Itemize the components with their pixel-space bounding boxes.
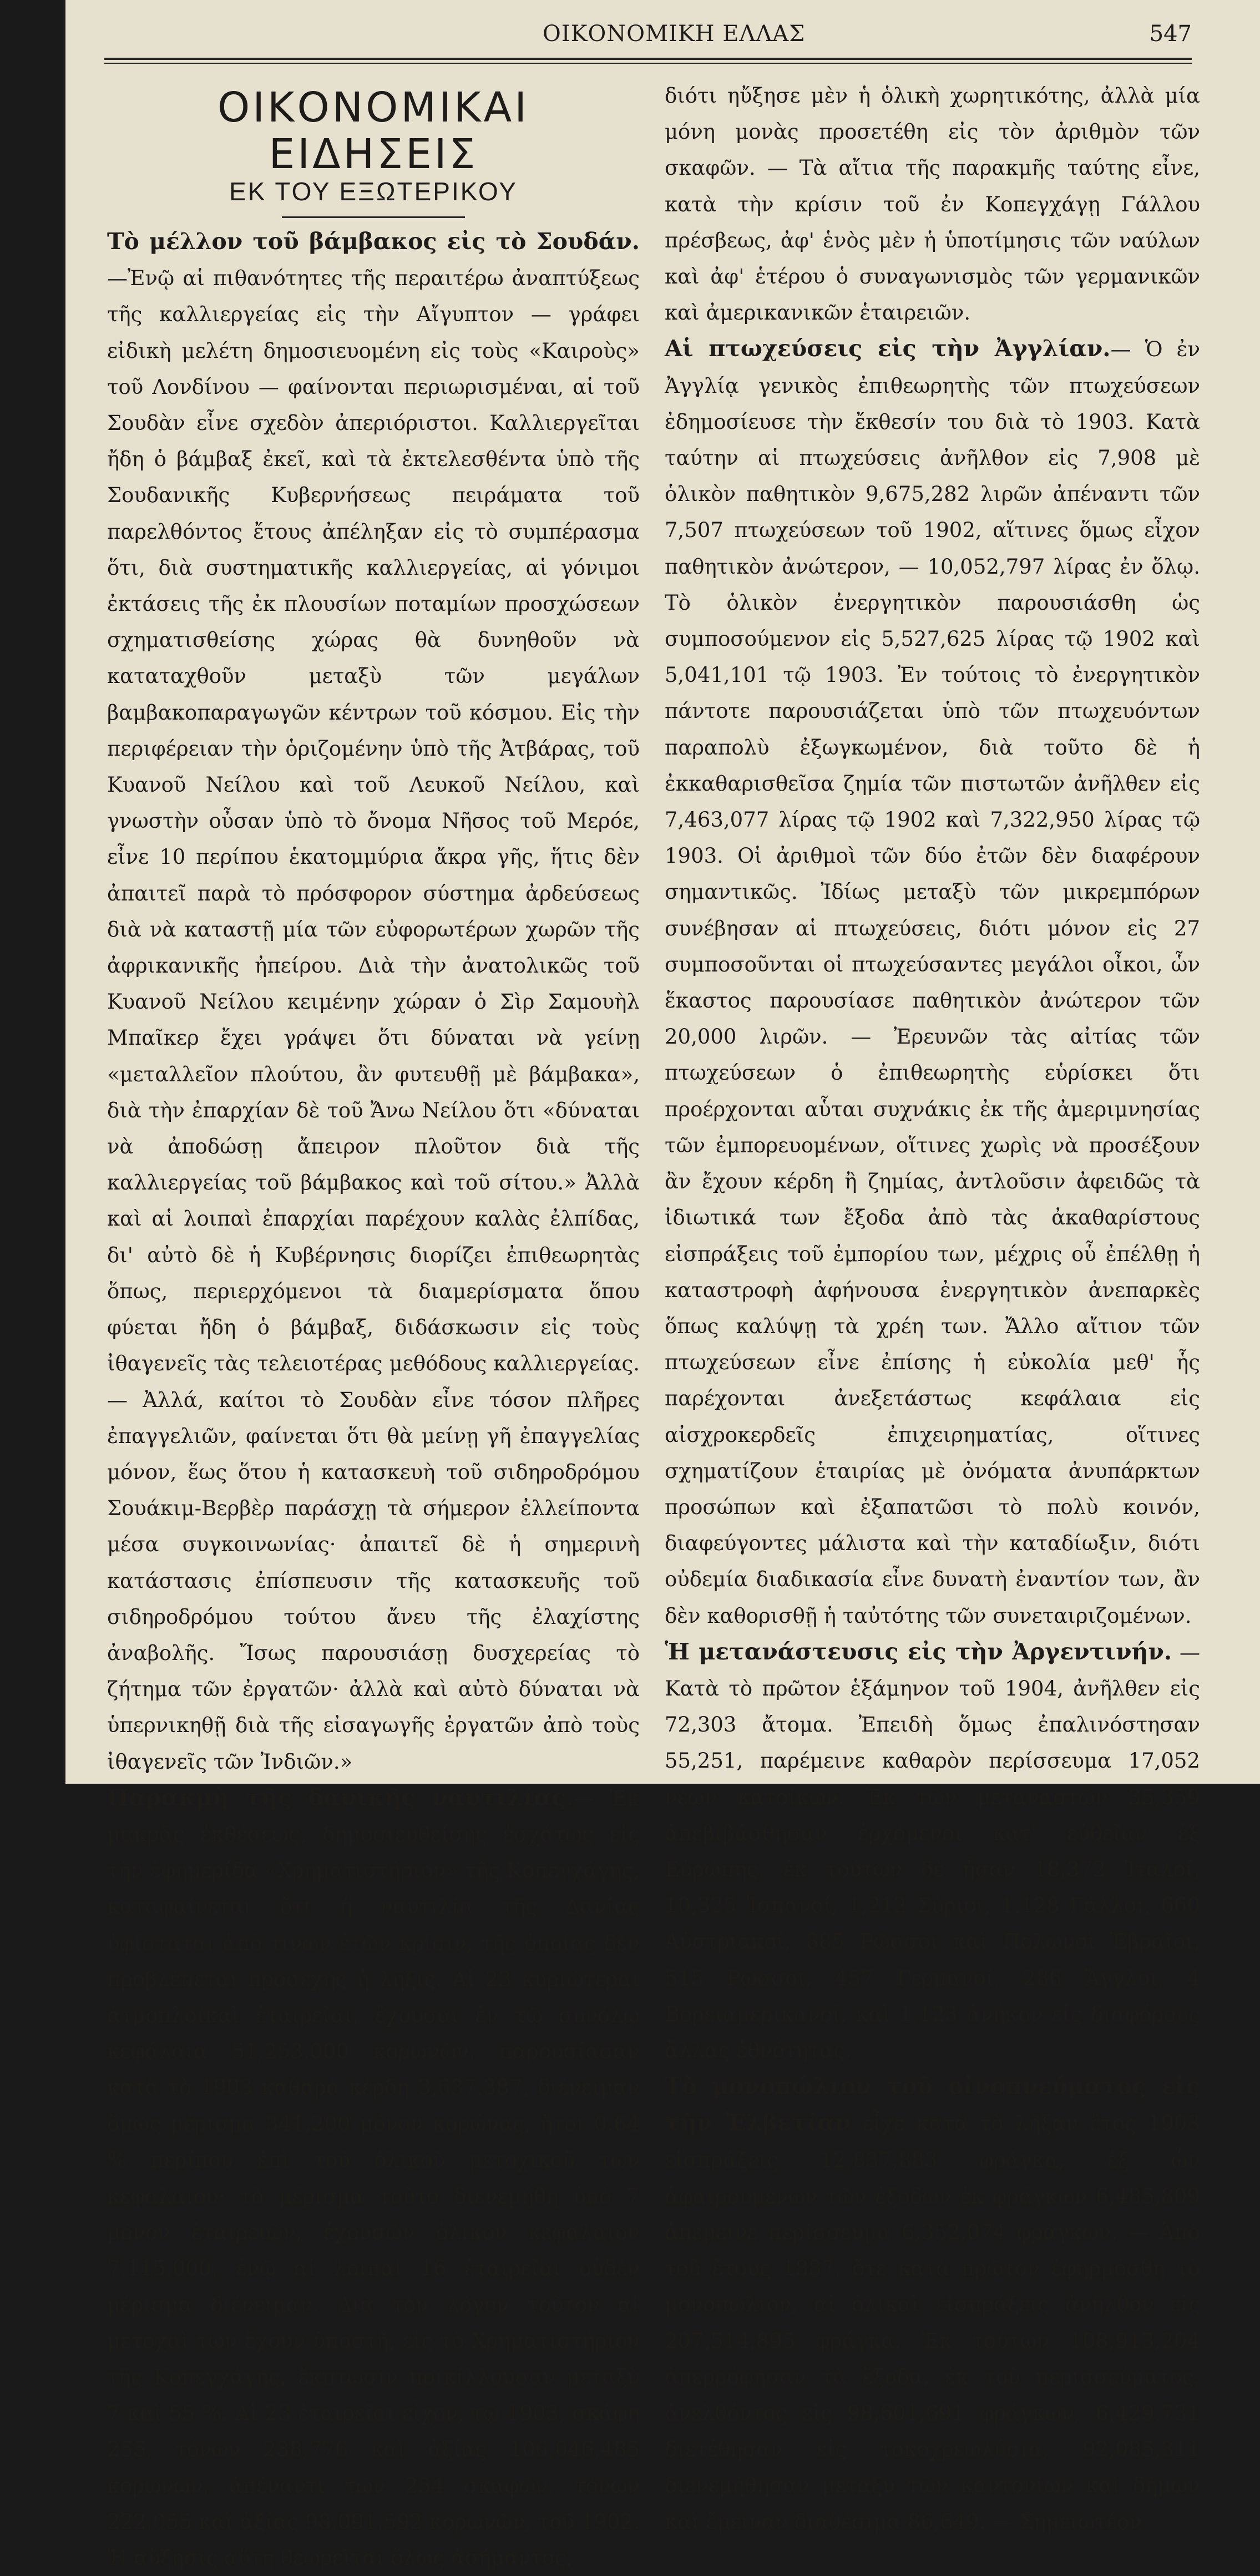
right-column (665, 78, 1200, 2540)
article-alcohol-monopoly-switzerland (665, 2068, 1200, 2540)
newspaper-page (65, 0, 1260, 2570)
article-heading: Ἡ μετανάστευσις εἰς τὴν Ἀργεντινήν. (665, 1638, 1172, 1665)
article-text: — Ὁ ἐν Ἀγγλίᾳ γενικὸς ἐπιθεωρητὴς τῶν πτωχεύσεων ἐδημοσίευσε τὴν ἔκθεσίν του διὰ τὸ 1903. Κατὰ ταύτην αἱ πτωχεύσεις ἀνῆλθον εἰς 7,908 μὲ ὁλικὸν παθητικὸν 9,675,282 λιρῶν ἀπέναντι τῶν 7,507 πτωχεύσεων τοῦ 1902, αἵτινες ὅμως εἶχον παθητικὸν ἀνώτερον, — 10,052,797 λίρας ἐν ὅλῳ. Τὸ ὁλικὸν ἐνεργητικὸν παρουσιάσθη ὡς συμποσούμενον εἰς 5,527,625 λίρας τῷ 1902 καὶ 5,041,101 τῷ 1903. Ἐν τούτοις τὸ ἐνεργητικὸν πάντοτε παρουσιάζεται ὑπὸ τῶν πτωχευόντων παραπολὺ ἐξωγκωμένον, διὰ τοῦτο δὲ ἡ ἐκκαθαρισθεῖσα ζημία τῶν πιστωτῶν ἀνῆλθεν εἰς 7,463,077 λίρας τῷ 1902 καὶ 7,322,950 λίρας τῷ 1903. Οἱ ἀριθμοὶ τῶν δύο ἐτῶν δὲν διαφέρουν σημαντικῶς. Ἰδίως μεταξὺ τῶν μικρεμπόρων συνέβησαν αἱ πτωχεύσεις, διότι μόνον εἰς 27 συμποσοῦνται οἱ πτωχεύσαντες μεγάλοι οἶκοι, ὧν ἕκαστος παρουσίασε παθητικὸν ἀνώτερον τῶν 20,000 λιρῶν. — Ἐρευνῶν τὰς αἰτίας τῶν πτωχεύσεων ὁ ἐπιθεωρητὴς εὑρίσκει ὅτι προέρχονται αὗται συχνάκις ἐκ τῆς ἀμεριμνησίας τῶν ἐμπορευομένων, οἵτινες χωρὶς νὰ προσέξουν ἂν ἔχουν κέρδη ἢ ζημίας, ἀντλοῦσιν ἀφειδῶς τὰ ἰδιωτικά των ἔξοδα ἀπὸ τὰς ἀκαθαρίστους εἰσπράξεις τοῦ ἐμπορίου των, μέχρις οὗ ἐπέλθῃ ἡ καταστροφὴ ἀφήνουσα ἐνεργητικὸν ἀνεπαρκὲς ὅπως καλύψῃ τὰ χρέη των. Ἄλλο αἴτιον τῶν πτωχεύσεων εἶνε ἐπίσης ἡ εὐκολία μεθ' ἧς παρέχονται ἀνεξετάστως κεφάλαια εἰς αἰσχροκερδεῖς ἐπιχειρηματίας, οἵτινες σχηματίζουν ἑταιρίας μὲ ὀνόματα ἀνυπάρκτων προσώπων καὶ ἐξαπατῶσι τὸ πολὺ κοινόν, διαφεύγοντες μάλιστα καὶ τὴν καταδίωξιν, διότι οὐδεμία διαδικασία εἶνε δυνατὴ ἐναντίον των, ἂν δὲν καθορισθῇ ἡ ταὐτότης τῶν συνεταιριζομένων. (665, 337, 1200, 1628)
article-danish-shipping-continued (665, 78, 1200, 331)
section-rule (282, 216, 465, 218)
article-heading: Παρακμὴ τῆς δανικῆς ναυτιλίας. (107, 1784, 574, 1811)
article-text: — Ἐκ μακρᾶς ἐκθέσεως, δημοσιευθείσης ἐσχάτως εἰς τὴν ἐφημερίδα «Χρηματιστήριον» τῆς Κοπεγχάγης, καταφαίνεται ὅτι ἡ ναυτιλία τῆς Δανίας ὑφίσταται ἀπὸ τινων ἐτῶν κρίσιν, τῆς ὁποίας δὲν προβλέπεται προσεχὴς ἡ λῆξις. Αἱ 23 κυριώτεραι ἀτμοπλοϊκαὶ ἑταιρεῖαι, ἔχουσαι ἐν τῷ συνόλῳ κεφάλαια 51,253,000 κορωνῶν, παρουσίασαν κατὰ τὸ 1903 καθαρὰ κέρδη 3,637,387, διένειμαν ὅμως μέρισμα 341,200 μόνον κορώνας, ἤτοι 0.64 % περίπου ἐπὶ τοῦ ὁλικοῦ μετοχικοῦ των κεφαλαίου· τὸ μέρισμα τοῦτο διενεμήθη ὑπὸ 7 μόνον ἑταιρειῶν, ἐχουσῶν ὁλικὸν κεφάλαιον 7,115,000, ἐνῷ αἱ λοιπαὶ 16 ἑταιρεῖαι οὐδὲν μέρισμα διένειμαν. Διὰ τὸν λόγον τοῦτον αἱ μετοχαὶ των ἔχουν ὑποστῆ, εἰς τὸ Χρηματιστήριον τῆς Κοπεγχάγης, ἔκπτωσιν ποικίλλουσαν μεταξὺ 7 καὶ 55 %. Αἱ 23 ἑταιρεῖαι εἶχον, τῷ 1903, σκάφη 255, τόνων 238,776 καὶ ἀξίας 106,046,485 κορωνῶν, ἀπέναντι τῶν 254 σκαφῶν, τόνων 222,055 καὶ ἀξίας 98,091,592 κορωνῶν, τοῦ 1902. Ἡ αὔξησις αὕτη θεωρεῖται ὅλως ἀσήμαντος, (107, 1786, 640, 2570)
section-title: ΟΙΚΟΝΟΜΙΚΑΙ ΕΙΔΗΣΕΙΣ (217, 84, 530, 178)
header-rule (104, 58, 1192, 60)
running-title: ΟΙΚΟΝΟΜΙΚΗ ΕΛΛΑΣ (543, 21, 806, 47)
article-text: εἶχε κατὰ τὸ λῆξαν ἔτος 1903 εἰσπράξεις 12,837,883 φράγκα, ἐξ ὧν ἀφαιρουμένων τῶν ἐξόδων ἐκ φράγκων 6,485,809 ἀπέμεινε περίσσευμα 6,352,074 φράγκων. — Ἀπὸ τοῦ ἔτους 1887, ὅτε κατὰ πρῶτον ἐφηρμόσθη τὸ μονοπώλιον, αἱ ὁλικαὶ εἰσπράξεις ἀνῆλθον εἰς 207,514,895 φράγκα. Ἐκ τούτων 108,913,204 ἀπερρόφησαν τὰ ἔξοδα, ἐκ τοῦ περισσεύματος, ἀνελθόντος εἰς 98,601,691 φράγκων, 6,429,731 διετέθησαν εἰς τοκοχρεωλύσια, 92,085,311 διενεμήθησαν μεταξὺ τῶν καντονίων καὶ δήμων καὶ ἔμειναν διαθέσιμα 86,649. — Σημειωτέον (665, 2112, 1200, 2534)
article-danish-shipping (107, 1780, 640, 2576)
article-text: — Κατὰ τὸ πρῶτον ἑξάμηνον τοῦ 1904, ἀνῆλθεν εἰς 72,303 ἄτομα. Ἐπειδὴ ὅμως ἐπαλινόστησαν 55,251, παρέμεινε καθαρὸν περίσσευμα 17,052 νέων κατοίκων. Ἐκ τῶν μεταναστῶν 35,359 ἀπεβιβάσθησαν ἐρχόμενοι κατ' εὐθεῖαν ἐξ Εὐρώπης, ἐκ τούτων δὲ ἦσαν 18,372 Ἰταλοί, 10,325 Ἱσπανοί, 1,212 Σύριοι, 1,128 Γάλλοι, 660 Αὐστριακοί, 885 Ρῶσσοι καὶ Πολωνοὶ Ἑβραῖοι, 515 Ρῶσσοι, 457 Γερμανοί, 286 Ἄγγλοι, 4 Βορειαμερικανοί, καὶ 1,123 ἀνήκον εἰς διαφόρους ἄλλας ἐθνότητας. (665, 1640, 1200, 2062)
article-text: —Ἐνῷ αἱ πιθανότητες τῆς περαιτέρω ἀναπτύξεως τῆς καλλιεργείας εἰς τὴν Αἴγυπτον — γράφει εἰδικὴ μελέτη δημοσιευομένη εἰς τοὺς «Καιροὺς» τοῦ Λονδίνου — φαίνονται περιωρισμέναι, αἱ τοῦ Σουδὰν εἶνε σχεδὸν ἀπεριόριστοι. Καλλιεργεῖται ἤδη ὁ βάμβαξ ἐκεῖ, καὶ τὰ ἐκτελεσθέντα ὑπὸ τῆς Σουδανικῆς Κυβερνήσεως πειράματα τοῦ παρελθόντος ἔτους ἀπέληξαν εἰς τὸ συμπέρασμα ὅτι, διὰ συστηματικῆς καλλιεργείας, αἱ γόνιμοι ἐκτάσεις τῆς ἐκ πλουσίων ποταμίων προσχώσεων σχηματισθείσης χώρας θὰ δυνηθοῦν νὰ καταταχθοῦν μεταξὺ τῶν μεγάλων βαμβακοπαραγωγῶν κέντρων τοῦ κόσμου. Εἰς τὴν περιφέρειαν τὴν ὁριζομένην ὑπὸ τῆς Ἀτβάρας, τοῦ Κυανοῦ Νείλου καὶ τοῦ Λευκοῦ Νείλου, καὶ γνωστὴν οὖσαν ὑπὸ τὸ ὄνομα Νῆσος τοῦ Μερόε, εἶνε 10 περίπου ἑκατομμύρια ἄκρα γῆς, ἥτις δὲν ἀπαιτεῖ παρὰ τὸ πρόσφορον σύστημα ἀρδεύσεως διὰ νὰ καταστῇ μία τῶν εὐφορωτέρων χωρῶν τῆς ἀφρικανικῆς ἠπείρου. Διὰ τὴν ἀνατολικῶς τοῦ Κυανοῦ Νείλου κειμένην χώραν ὁ Σὶρ Σαμουὴλ Μπαῖκερ ἔχει γράψει ὅτι δύναται νὰ γείνῃ «μεταλλεῖον πλούτου, ἂν φυτευθῇ μὲ βάμβακα», διὰ τὴν ἐπαρχίαν δὲ τοῦ Ἄνω Νείλου ὅτι «δύναται νὰ ἀποδώσῃ ἄπειρον πλοῦτον διὰ τῆς καλλιεργείας τοῦ βάμβακος καὶ τοῦ σίτου.» Ἀλλὰ καὶ αἱ λοιπαὶ ἐπαρχίαι παρέχουν καλὰς ἐλπίδας, δι' αὐτὸ δὲ ἡ Κυβέρνησις διορίζει ἐπιθεωρητὰς ὅπως, περιερχόμενοι τὰ διαμερίσματα ὅπου φύεται ἤδη ὁ βάμβαξ, διδάσκωσιν εἰς τοὺς ἰθαγενεῖς τὰς τελειοτέρας μεθόδους καλλιεργείας. — Ἀλλά, καίτοι τὸ Σουδὰν εἶνε τόσον πλῆρες ἐπαγγελιῶν, φαίνεται ὅτι θὰ μείνῃ γῆ ἐπαγγελίας μόνον, ἕως ὅτου ἡ κατασκευὴ τοῦ σιδηροδρόμου Σουάκιμ-Βερβὲρ παράσχῃ τὰ σήμερον ἐλλείποντα μέσα συγκοινωνίας· ἀπαιτεῖ δὲ ἡ σημερινὴ κατάστασις ἐπίσπευσιν τῆς κατασκευῆς τοῦ σιδηροδρόμου τούτου ἄνευ τῆς ἐλαχίστης ἀναβολῆς. Ἴσως παρουσιάσῃ δυσχερείας τὸ ζήτημα τῶν ἐργατῶν· ἀλλὰ καὶ αὐτὸ δύναται νὰ ὑπερνικηθῇ διὰ τῆς εἰσαγωγῆς ἐργατῶν ἀπὸ τοὺς ἰθαγενεῖς τῶν Ἰνδιῶν.» (107, 266, 640, 1774)
article-emigration-argentina (665, 1634, 1200, 2068)
article-heading: Αἱ πτωχεύσεις εἰς τὴν Ἀγγλίαν. (665, 335, 1111, 362)
article-heading: Τὸ μέλλον τοῦ βάμβακος εἰς τὸ Σουδάν. (107, 228, 640, 255)
page-header (65, 21, 1192, 54)
section-subtitle: ΕΚ ΤΟΥ ΕΞΩΤΕΡΙΚΟΥ (229, 177, 518, 206)
article-bankruptcies-england (665, 331, 1200, 1633)
page-number: 547 (1149, 21, 1192, 47)
article-text: διότι ηὔξησε μὲν ἡ ὁλικὴ χωρητικότης, ἀλλὰ μία μόνη μονὰς προσετέθη εἰς τὸν ἀριθμὸν τῶν σκαφῶν. — Τὰ αἴτια τῆς παρακμῆς ταύτης εἶνε, κατὰ τὴν κρίσιν τοῦ ἐν Κοπεγχάγῃ Γάλλου πρέσβεως, ἀφ' ἑνὸς μὲν ἡ ὑποτίμησις τῶν ναύλων καὶ ἀφ' ἑτέρου ὁ συναγωνισμὸς τῶν γερμανικῶν καὶ ἀμερικανικῶν ἑταιρειῶν. (665, 84, 1200, 325)
article-heading: Τὸ μονοπώλιον τοῦ οἰνοπνεύματος εἰς τὴν Ἐλβετίαν (665, 2073, 1200, 2137)
header-rule-thin (104, 63, 1192, 64)
left-column (107, 78, 640, 2576)
article-cotton-sudan (107, 224, 640, 1780)
